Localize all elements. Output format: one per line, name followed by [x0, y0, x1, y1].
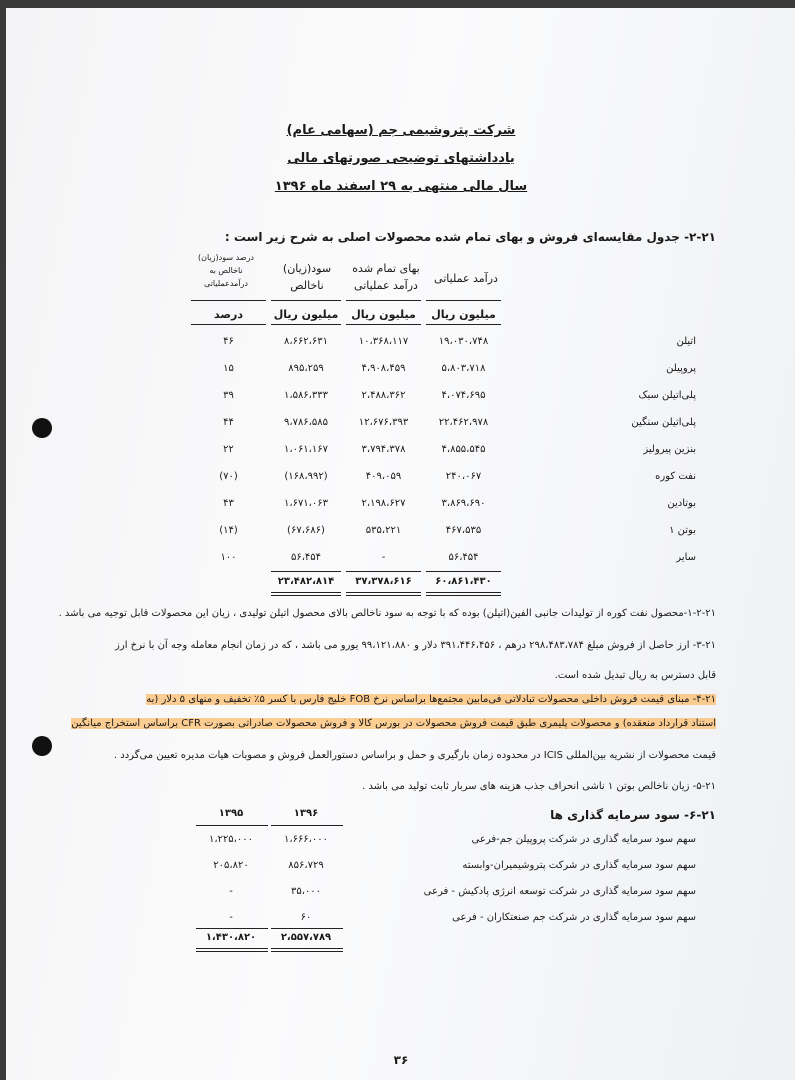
table-row: پلی‌اتیلن سنگین ۲۲،۴۶۲،۹۷۸ ۱۲،۶۷۶،۳۹۳ ۹،۷۸۶،۵۸۵ ۴۴: [223, 417, 696, 428]
list-item: سهم سود سرمایه گذاری در شرکت جم صنعتکاران - فرعی ۶۰ -: [229, 912, 696, 923]
table-row: بوتن ۱ ۴۶۷،۵۳۵ ۵۳۵،۲۲۱ (۶۷،۶۸۶) (۱۴): [219, 525, 696, 536]
note-3: ۳-۲۱- ارز حاصل از فروش مبلغ ۲۹۸،۴۸۳،۷۸۴ درهم ، ۳۹۱،۴۴۶،۴۵۶ دلار و ۹۹،۱۲۱،۸۸۰ یورو می باشد ، که در زمان انجام معامله وجه آن با نرخ ارز: [115, 640, 716, 651]
punch-hole: [32, 736, 52, 756]
page-number: ۳۶: [393, 1053, 409, 1067]
period-title: سال مالی منتهی به ۲۹ اسفند ماه ۱۳۹۶: [274, 179, 528, 194]
note-4-end: قیمت محصولات از نشریه بین‌المللی ICIS در محدوده زمان بارگیری و حمل و براساس دستورالعمل فروش و مصوبات هیات مدیره تعیین می‌گردد .: [113, 750, 716, 761]
notes-title: یادداشتهای توضیحی صورتهای مالی: [287, 151, 515, 166]
col-head-cost: بهای تمام شده درآمد عملیاتی: [352, 262, 420, 293]
col-head-revenue: درآمد عملیاتی: [434, 272, 498, 285]
section-title: ۲-۲۱- جدول مقایسه‌ای فروش و بهای تمام شده محصولات اصلی به شرح زیر است :: [224, 230, 716, 244]
unit-percent: درصد: [214, 308, 243, 321]
unit-cost: میلیون ریال: [351, 308, 416, 321]
list-item: سهم سود سرمایه گذاری در شرکت پروپیلن جم-فرعی ۱،۶۶۶،۰۰۰ ۱،۲۲۵،۰۰۰: [208, 834, 696, 845]
note-4: [56, 694, 716, 705]
note-5: ۵-۲۱- زیان ناخالص بوتن ۱ ناشی انحراف جذب هزینه های سربار ثابت تولید می باشد .: [362, 781, 716, 792]
col-head-percent: درصد سود(زیان) ناخالص به درآمدعملیاتی: [197, 253, 254, 288]
table-row: بنزین پیرولیز ۴،۸۵۵،۵۴۵ ۳،۷۹۴،۳۷۸ ۱،۰۶۱،۱۶۷ ۲۲: [223, 444, 696, 455]
year-current: ۱۳۹۶: [293, 808, 319, 819]
highlighted-text: استناد قرارداد منعقده) و محصولات پلیمری طبق قیمت فروش محصولات در بورس کالا و فروش محصولات صادراتی بصورت CFR براساس استخراج میانگین: [71, 718, 716, 729]
note-4-cont: [56, 718, 716, 729]
list-item: سهم سود سرمایه گذاری در شرکت توسعه انرژی پادکیش - فرعی ۳۵،۰۰۰ -: [229, 886, 696, 897]
unit-gross: میلیون ریال: [273, 308, 339, 321]
list-item: سهم سود سرمایه گذاری در شرکت پتروشیمیران-وابسته ۸۵۶،۷۲۹ ۲۰۵،۸۲۰: [213, 860, 696, 871]
unit-revenue: میلیون ریال: [431, 308, 496, 321]
investment-total-row: ۲،۵۵۷،۷۸۹ ۱،۴۳۰،۸۲۰: [205, 932, 332, 943]
table-row: پلی‌اتیلن سبک ۴،۰۷۴،۶۹۵ ۲،۴۸۸،۳۶۲ ۱،۵۸۶،۳۳۳ ۳۹: [223, 390, 696, 401]
investment-title: ۶-۲۱- سود سرمایه گذاری ها: [550, 808, 716, 822]
table-row: پروپیلن ۵،۸۰۳،۷۱۸ ۴،۹۰۸،۴۵۹ ۸۹۵،۲۵۹ ۱۵: [223, 363, 696, 374]
table-total-row: ۶۰،۸۶۱،۴۳۰ ۳۷،۳۷۸،۶۱۶ ۲۳،۴۸۲،۸۱۴: [277, 576, 492, 587]
table-row: نفت کوره ۲۴۰،۰۶۷ ۴۰۹،۰۵۹ (۱۶۸،۹۹۲) (۷۰): [219, 471, 696, 482]
year-previous: ۱۳۹۵: [218, 808, 244, 819]
col-head-gross: سود(زیان) ناخالص: [282, 262, 332, 293]
document-page: [6, 8, 795, 1080]
note-3-cont: قابل دسترس به ریال تبدیل شده است.: [554, 670, 716, 681]
highlighted-text: ۴-۲۱- مبنای قیمت فروش داخلی محصولات تبادلاتی فی‌مابین مجتمع‌ها براساس نرخ FOB خلیج فارس با کسر ۵٪ تخفیف و منهای ۵ دلار (به: [146, 694, 716, 705]
note-1: ۱-۲-۲۱-محصول نفت کوره از تولیدات جانبی الفین(اتیلن) بوده که با توجه به سود ناخالص بالای محصول اتیلن تولیدی ، زیان این محصولات قابل توجیه می باشد .: [58, 608, 716, 619]
table-row: سایر ۵۶،۴۵۴ - ۵۶،۴۵۴ ۱۰۰: [220, 552, 696, 563]
table-row: بوتادین ۳،۸۶۹،۶۹۰ ۲،۱۹۸،۶۲۷ ۱،۶۷۱،۰۶۳ ۴۳: [223, 498, 696, 509]
table-row: اتیلن ۱۹،۰۳۰،۷۴۸ ۱۰،۳۶۸،۱۱۷ ۸،۶۶۲،۶۳۱ ۴۶: [223, 336, 696, 347]
company-title: شرکت پتروشیمی جم (سهامی عام): [286, 123, 516, 138]
